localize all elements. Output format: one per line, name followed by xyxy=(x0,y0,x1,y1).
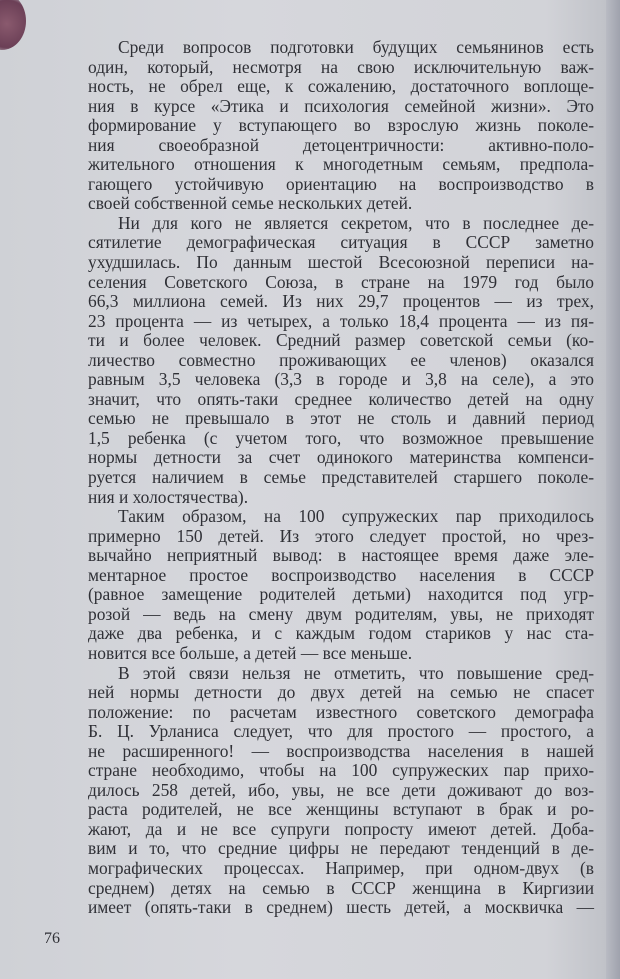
text-line: руется наличием в семье представителей старшего поколе- xyxy=(88,467,594,488)
text-line: ти и более человек. Средний размер советской семьи (ко- xyxy=(88,330,594,351)
text-line: не расширенного! — воспроизводства населения в нашей xyxy=(88,740,594,761)
text-line: сятилетие демографическая ситуация в СССР заметно xyxy=(88,232,594,253)
text-line: ней нормы детности до двух детей на семью не спасет xyxy=(88,682,594,703)
text-line: ния в курсе «Этика и психология семейной жизни». Это xyxy=(88,95,594,116)
text-line: (равное замещение родителей детьми) находится под угр- xyxy=(88,584,594,605)
text-line: гающего устойчивую ориентацию на воспроизводство в xyxy=(88,173,594,194)
text-line: стране необходимо, чтобы на 100 супружеских пар прихо- xyxy=(88,760,594,781)
text-line: Среди вопросов подготовки будущих семьянинов есть xyxy=(118,37,594,57)
text-line: Ни для кого не является секретом, что в последнее де- xyxy=(118,212,594,233)
text-line: ния своеобразной детоцентричности: активно-поло- xyxy=(88,134,594,155)
text-line: раста родителей, не все женщины вступают в брак и ро- xyxy=(88,799,594,820)
text-line: ния и холостячества). xyxy=(88,486,249,507)
text-line: значит, что опять-таки среднее количество детей на одну xyxy=(88,388,594,409)
text-line: розой — ведь на смену двум родителям, увы, не приходят xyxy=(88,603,594,624)
text-line: семью не превышало в этот не столь и давний период xyxy=(88,408,594,429)
text-line: 66,3 миллиона семей. Из них 29,7 процентов — из трех, xyxy=(88,291,594,312)
text-line: вычайно неприятный вывод: в настоящее время даже эле- xyxy=(88,545,594,566)
text-line: ухудшилась. По данным шестой Всесоюзной переписи на- xyxy=(88,252,594,273)
text-line: мографических процессах. Например, при одном-двух (в xyxy=(88,857,594,878)
text-line: положение: по расчетам известного советского демографа xyxy=(88,701,594,722)
text-line: новится все больше, а детей — все меньше. xyxy=(88,642,413,663)
text-line: дилось 258 детей, ибо, увы, не все дети доживают до воз- xyxy=(88,779,594,800)
text-line: равным 3,5 человека (3,3 в городе и 3,8 на селе), а это xyxy=(88,369,594,390)
text-line: селения Советского Союза, в стране на 1979 год было xyxy=(88,271,594,292)
body-text xyxy=(88,38,594,918)
text-line: личество совместно проживающих ее членов) оказался xyxy=(88,349,594,370)
text-line: Б. Ц. Урланиса следует, что для простого — простого, а xyxy=(88,721,594,742)
text-line: В этой связи нельзя не отметить, что повышение сред- xyxy=(118,662,594,683)
text-line: примерно 150 детей. Из этого следует простой, но чрез- xyxy=(88,525,594,546)
text-line: ность, не обрел еще, к сожалению, достаточного воплоще- xyxy=(88,76,594,97)
text-line: имеет (опять-таки в среднем) шесть детей, а москвичка — xyxy=(88,897,594,918)
text-line: 1,5 ребенка (с учетом того, что возможное превышение xyxy=(88,427,594,448)
text-line: среднем) детях на семью в СССР женщина в Киргизии xyxy=(88,877,594,898)
text-line: ментарное простое воспроизводство населения в СССР xyxy=(88,564,594,585)
text-line: 23 процента — из четырех, а только 18,4 процента — из пя- xyxy=(88,310,594,331)
page-number: 76 xyxy=(44,930,60,947)
text-line: формирование у вступающего во взрослую жизнь поколе- xyxy=(88,115,594,136)
text-line: Таким образом, на 100 супружеских пар приходилось xyxy=(118,506,594,527)
text-line: нормы детности за счет одинокого материнства компенси- xyxy=(88,447,594,468)
text-line: вим и то, что средние цифры не передают тенденций в де- xyxy=(88,838,594,859)
text-line: даже два ребенка, и с каждым годом стариков у нас ста- xyxy=(88,623,594,644)
page-edge xyxy=(606,0,620,979)
text-line: жительного отношения к многодетным семьям, предпола- xyxy=(88,154,594,175)
text-line: жают, да и не все супруги попросту имеют детей. Доба- xyxy=(88,818,594,839)
text-line: один, который, несмотря на свою исключительную важ- xyxy=(88,56,594,77)
text-line: своей собственной семье нескольких детей. xyxy=(88,193,413,214)
